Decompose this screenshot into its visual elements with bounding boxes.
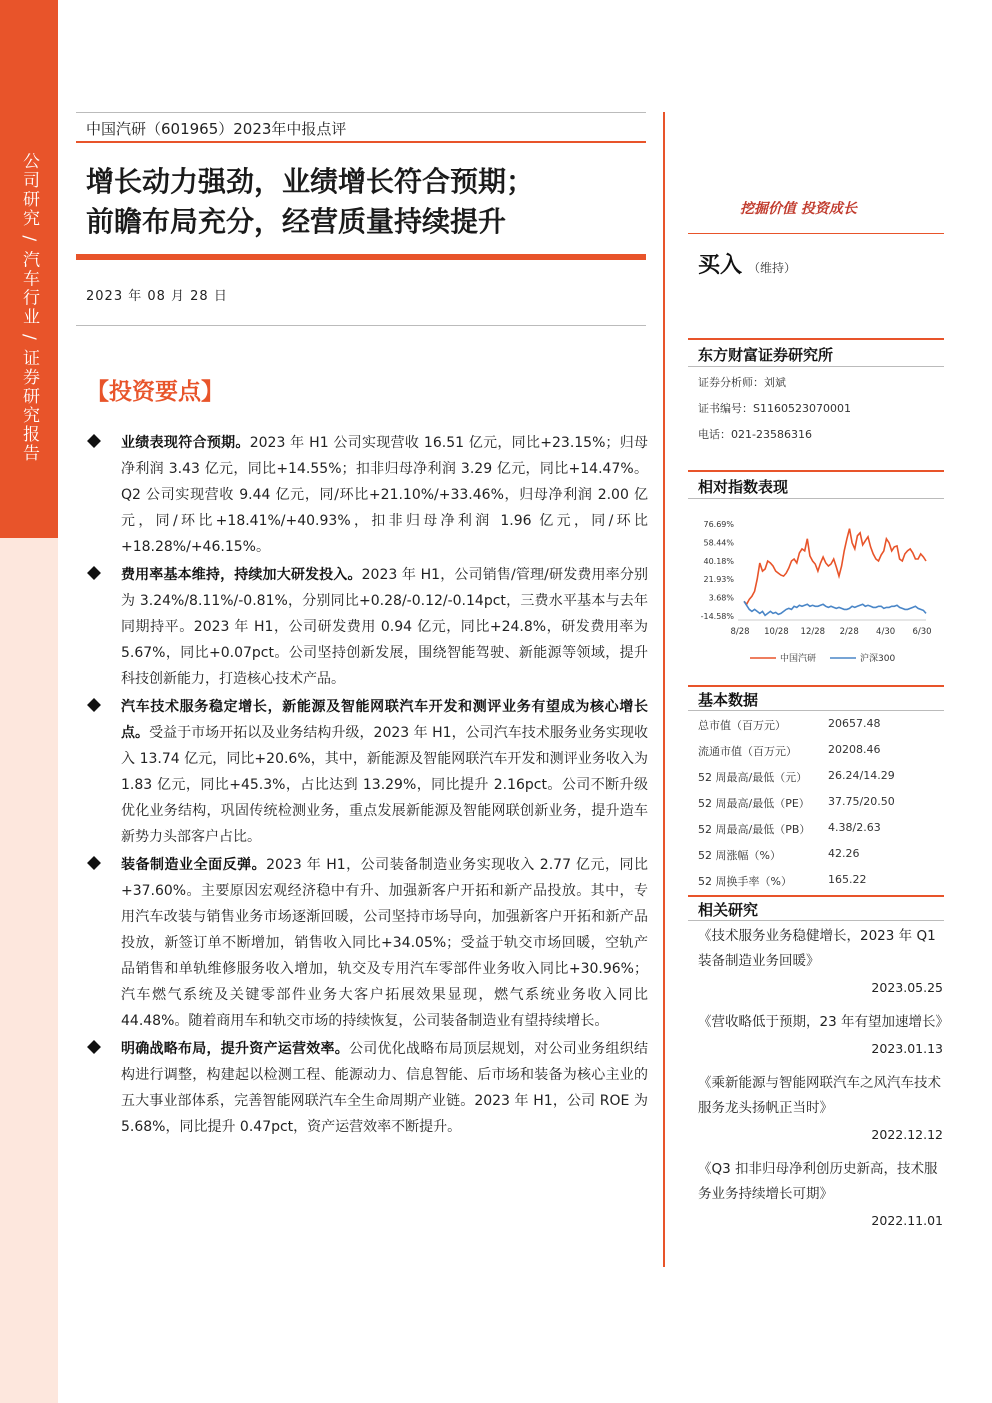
keydata-label: 52 周换手率（%） bbox=[698, 875, 792, 888]
x-tick-label: 6/30 bbox=[912, 627, 932, 637]
x-tick-label: 4/30 bbox=[876, 627, 896, 637]
related-item-date: 2023.01.13 bbox=[871, 1041, 943, 1056]
perf-title: 相对指数表现 bbox=[698, 478, 789, 496]
cert-number: 证书编号：S1160523070001 bbox=[698, 402, 851, 415]
keydata-label: 52 周最高/最低（PE） bbox=[698, 797, 810, 810]
related-item[interactable] bbox=[698, 924, 943, 1002]
related-item-date: 2023.05.25 bbox=[871, 980, 943, 995]
bullet-item bbox=[88, 694, 648, 850]
bullet-lead: 汽车技术服务稳定增长，新能源及智能网联汽车开发和测评业务有望成为核心增长点。 bbox=[121, 699, 648, 741]
keydata-value: 26.24/14.29 bbox=[828, 769, 895, 782]
rating-value: 买入 bbox=[698, 253, 743, 278]
x-tick-label: 2/28 bbox=[839, 627, 859, 637]
institute-rule bbox=[688, 338, 944, 340]
top-rule bbox=[76, 112, 646, 113]
related-title: 相关研究 bbox=[698, 901, 759, 919]
keydata-value: 42.26 bbox=[828, 847, 860, 860]
related-item-title[interactable]: 《乘新能源与智能网联汽车之风汽车技术服务龙头扬帆正当时》 bbox=[698, 1075, 941, 1116]
keydata-title: 基本数据 bbox=[698, 691, 759, 709]
keydata-value: 4.38/2.63 bbox=[828, 821, 881, 834]
headline bbox=[86, 162, 646, 242]
y-tick-label: 40.18% bbox=[703, 556, 734, 566]
slogan: 挖掘价值 投资成长 bbox=[740, 201, 857, 217]
related-item-title[interactable]: 《Q3 扣非归母净利创历史新高，技术服务业务持续增长可期》 bbox=[698, 1161, 938, 1202]
related-item-title[interactable]: 《技术服务业务稳健增长，2023 年 Q1 装备制造业务回暖》 bbox=[698, 928, 936, 969]
column-divider bbox=[663, 112, 665, 1267]
perf-rule bbox=[688, 470, 944, 472]
keydata-rule bbox=[688, 685, 944, 687]
date-rule bbox=[76, 325, 646, 326]
bullet-body: 2023 年 H1，公司装备制造业务实现收入 2.77 亿元，同比+37.60%。主要原因宏观经济稳中有升、加强新客户开拓和新产品投放。其中，专用汽车改装与销售业务市场逐渐回暖，公司坚持市场导向，加强新客户开拓和新产品投放，新签订单不断增加，销售收入同比+34.05%；受益于轨交市场回暖，空轨产品销售和单轨维修服务收入增加，轨交及专用汽车零部件业务收入同比+30.96%；汽车燃气系统及关键零部件业务大客户拓展效果显现，燃气系统业务收入同比 44.48%。随着商用车和轨交市场的持续恢复，公司装备制造业有望持续增长。 bbox=[121, 857, 648, 1029]
related-subrule bbox=[688, 920, 944, 921]
institute-name: 东方财富证券研究所 bbox=[698, 346, 834, 364]
y-tick-label: 3.68% bbox=[708, 593, 734, 603]
bullet-body: 受益于市场开拓以及业务结构升级，2023 年 H1，公司汽车技术服务业务实现收入 13.74 亿元，同比+20.6%，其中，新能源及智能网联汽车开发和测评业务收入为 1.83 亿元，同比+45.3%，占比达到 13.29%，同比提升 2.16pct。公司不断升级优化业务结构，巩固传统检测业务，重点发展新能源及智能网联创新业务，提升造车新势力头部客户占比。 bbox=[121, 725, 648, 845]
bullet-body: 2023 年 H1，公司销售/管理/研发费用率分别为 3.24%/8.11%/-0.81%，分别同比+0.28/-0.12/-0.14pct，三费水平基本与去年同期持平。2023 年 H1，公司研发费用 0.94 亿元，同比+24.8%，研发费用率为 5.67%，同比+0.07pct。公司坚持创新发展，围绕智能驾驶、新能源等领域，提升科技创新能力，打造核心技术产品。 bbox=[121, 567, 648, 687]
related-item[interactable] bbox=[698, 1157, 943, 1235]
diamond-icon bbox=[87, 698, 101, 712]
diamond-icon bbox=[87, 566, 101, 580]
related-item-date: 2022.11.01 bbox=[871, 1213, 943, 1228]
bullet-lead: 装备制造业全面反弹。 bbox=[121, 857, 267, 873]
headline-line-1: 增长动力强劲，业绩增长符合预期； bbox=[86, 165, 535, 198]
y-tick-label: -14.58% bbox=[700, 612, 734, 621]
investment-points bbox=[88, 430, 648, 1142]
keydata-label: 52 周最高/最低（PB） bbox=[698, 823, 811, 836]
keydata-value: 37.75/20.50 bbox=[828, 795, 895, 808]
bullet-item bbox=[88, 562, 648, 692]
bullet-body: 2023 年 H1 公司实现营收 16.51 亿元，同比+23.15%；归母净利润 3.43 亿元，同比+14.55%；扣非归母净利润 3.29 亿元，同比+14.47%。Q2 公司实现营收 9.44 亿元，同/环比+21.10%/+33.46%，归母净利润 2.00 亿元，同/环比+18.41%/+40.93%，扣非归母净利润 1.96 亿元，同/环比+18.28%/+46.15%。 bbox=[121, 435, 648, 555]
slogan-rule bbox=[688, 233, 944, 234]
rating bbox=[698, 248, 796, 279]
x-tick-label: 10/28 bbox=[764, 627, 789, 637]
series-line-company bbox=[744, 529, 926, 605]
rating-note: （维持） bbox=[748, 261, 797, 275]
sidebar-band bbox=[0, 0, 58, 1403]
relative-performance-chart bbox=[690, 508, 946, 678]
diamond-icon bbox=[87, 1040, 101, 1054]
keydata-value: 20208.46 bbox=[828, 743, 881, 756]
keydata-value: 20657.48 bbox=[828, 717, 881, 730]
y-tick-label: 21.93% bbox=[703, 575, 734, 585]
keydata-label: 52 周最高/最低（元） bbox=[698, 771, 808, 784]
legend-label: 沪深300 bbox=[860, 654, 896, 664]
keydata-subrule bbox=[688, 710, 944, 711]
y-tick-label: 76.69% bbox=[703, 520, 734, 529]
report-date: 2023 年 08 月 28 日 bbox=[86, 289, 228, 304]
bullet-item bbox=[88, 430, 648, 560]
headline-line-2: 前瞻布局充分，经营质量持续提升 bbox=[86, 205, 507, 238]
diamond-icon bbox=[87, 856, 101, 870]
bullet-lead: 明确战略布局，提升资产运营效率。 bbox=[121, 1041, 349, 1057]
y-tick-label: 58.44% bbox=[703, 538, 734, 548]
phone: 电话：021-23586316 bbox=[698, 428, 812, 441]
series-line-index bbox=[744, 601, 926, 615]
related-item-date: 2022.12.12 bbox=[871, 1127, 943, 1142]
header-rule bbox=[76, 141, 646, 143]
related-item[interactable] bbox=[698, 1010, 949, 1063]
x-tick-label: 12/28 bbox=[800, 627, 826, 637]
bullet-item bbox=[88, 852, 648, 1034]
related-research-list bbox=[698, 924, 949, 1243]
bullet-item bbox=[88, 1036, 648, 1140]
bullet-body: 公司优化战略布局顶层规划，对公司业务组织结构进行调整，构建起以检测工程、能源动力、信息智能、后市场和装备为核心主业的五大事业部体系，完善智能网联汽车全生命周期产业链。2023 年 H1，公司 ROE 为 5.68%，同比提升 0.47pct，资产运营效率不断提升。 bbox=[121, 1041, 648, 1135]
perf-subrule bbox=[688, 498, 944, 499]
report-tag: 中国汽研（601965）2023年中报点评 bbox=[86, 120, 347, 138]
institute-subrule bbox=[688, 366, 944, 367]
legend-label: 中国汽研 bbox=[780, 654, 817, 664]
keydata-label: 总市值（百万元） bbox=[698, 719, 786, 732]
chart-svg bbox=[690, 508, 946, 678]
related-rule bbox=[688, 895, 944, 897]
bullet-lead: 费用率基本维持，持续加大研发投入。 bbox=[121, 567, 362, 583]
related-item[interactable] bbox=[698, 1071, 943, 1149]
bullet-lead: 业绩表现符合预期。 bbox=[121, 435, 250, 451]
keydata-label: 52 周涨幅（%） bbox=[698, 849, 781, 862]
keydata-value: 165.22 bbox=[828, 873, 867, 886]
headline-bar bbox=[76, 254, 646, 260]
x-tick-label: 8/28 bbox=[730, 627, 750, 637]
keydata-label: 流通市值（百万元） bbox=[698, 745, 797, 758]
sidebar-category: 公司研究 / 汽车行业 / 证券研究报告 bbox=[19, 152, 39, 464]
diamond-icon bbox=[87, 434, 101, 448]
analyst: 证券分析师：刘斌 bbox=[698, 376, 786, 389]
related-item-title[interactable]: 《营收略低于预期，23 年有望加速增长》 bbox=[698, 1014, 949, 1030]
section-title: 【投资要点】 bbox=[86, 378, 224, 405]
